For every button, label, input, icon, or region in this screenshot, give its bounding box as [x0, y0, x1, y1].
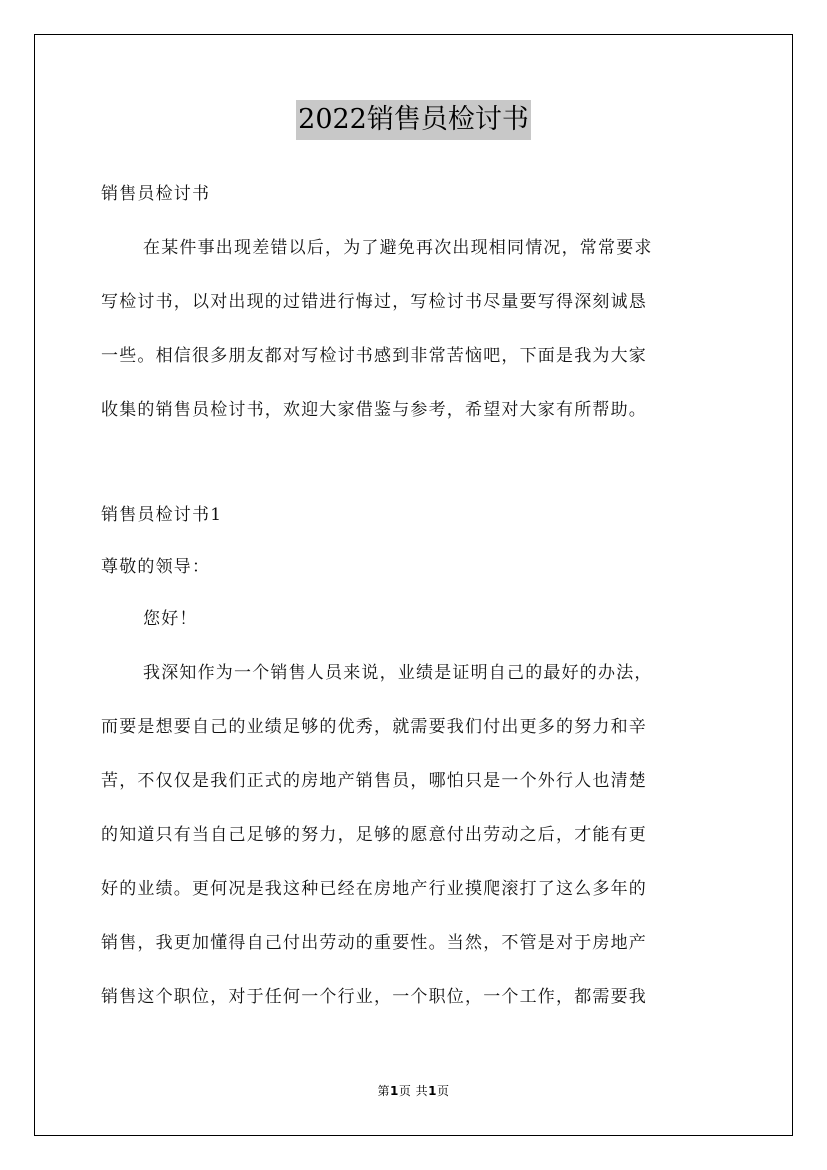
page-current-number: 1 [389, 1084, 399, 1098]
body-line: 而要是想要自己的业绩足够的优秀，就需要我们付出更多的努力和辛 [101, 717, 647, 737]
body-line: 销售，我更加懂得自己付出劳动的重要性。当然，不管是对于房地产 [101, 933, 647, 953]
document-subtitle: 销售员检讨书 [101, 184, 211, 204]
page-mid: 页 共 [398, 1084, 429, 1098]
salutation: 尊敬的领导： [101, 557, 211, 577]
body-line: 销售这个职位，对于任何一个行业，一个职位，一个工作，都需要我 [101, 987, 647, 1007]
document-body [101, 178, 731, 1013]
intro-line: 写检讨书，以对出现的过错进行悔过，写检讨书尽量要写得深刻诚恳 [101, 292, 647, 312]
page-prefix: 第 [377, 1084, 390, 1098]
section-heading: 销售员检讨书1 [101, 505, 223, 525]
document-title: 2022销售员检讨书 [296, 100, 531, 140]
body-line: 我深知作为一个销售人员来说，业绩是证明自己的最好的办法， [143, 663, 653, 683]
intro-line: 一些。相信很多朋友都对写检讨书感到非常苦恼吧，下面是我为大家 [101, 346, 647, 366]
body-line: 苦，不仅仅是我们正式的房地产销售员，哪怕只是一个外行人也清楚 [101, 771, 647, 791]
page-suffix: 页 [437, 1084, 450, 1098]
greeting: 您好！ [143, 609, 198, 629]
body-line: 的知道只有当自己足够的努力，足够的愿意付出劳动之后，才能有更 [101, 825, 647, 845]
title-container [0, 100, 827, 140]
body-line: 好的业绩。更何况是我这种已经在房地产行业摸爬滚打了这么多年的 [101, 879, 647, 899]
intro-line: 收集的销售员检讨书，欢迎大家借鉴与参考，希望对大家有所帮助。 [101, 400, 647, 420]
intro-line: 在某件事出现差错以后，为了避免再次出现相同情况，常常要求 [143, 238, 653, 258]
page-total-number: 1 [428, 1084, 438, 1098]
page-footer [0, 1082, 827, 1099]
